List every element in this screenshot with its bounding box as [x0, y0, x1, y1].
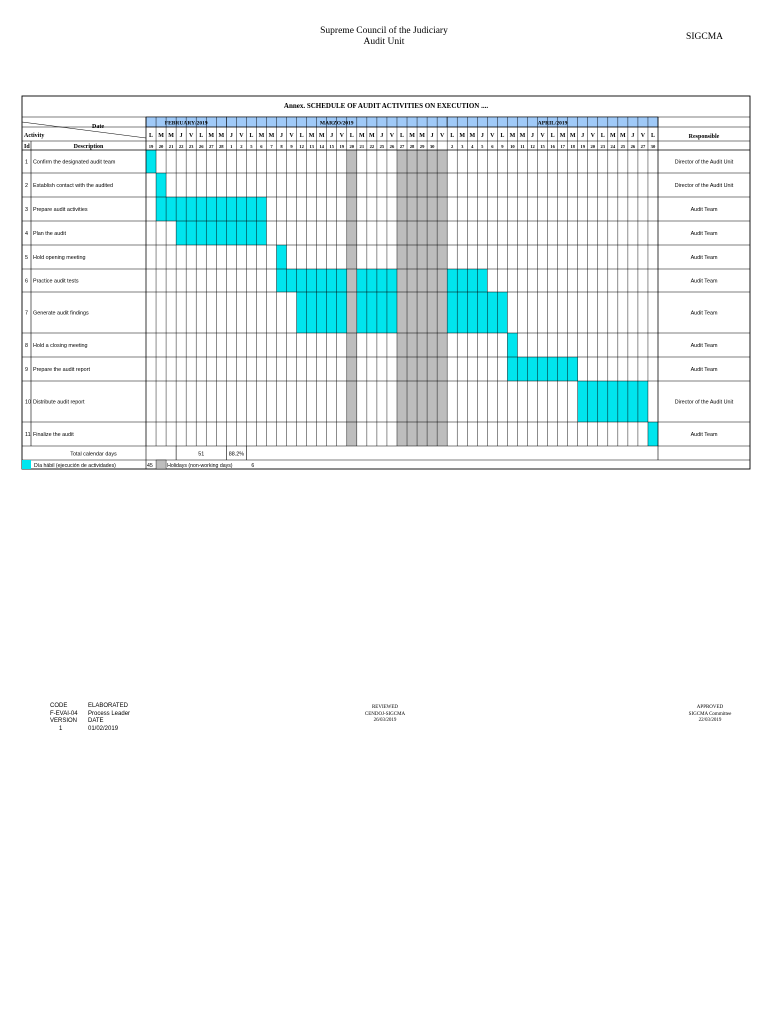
day-number: 14: [319, 144, 324, 149]
activity-id: 9: [25, 367, 28, 373]
legend-business-value: 45: [147, 463, 153, 469]
date-header-label: Date: [92, 124, 104, 130]
footer-code-block: [50, 703, 130, 733]
day-number: 11: [520, 144, 525, 149]
activity-responsible: Audit Team: [690, 432, 718, 438]
activity-bar: [507, 333, 517, 357]
activity-bar: [156, 197, 266, 221]
footer-reviewed-block: [340, 705, 430, 725]
description-header-label: Description: [73, 144, 104, 150]
day-letter: M: [569, 133, 576, 139]
day-letter: M: [208, 133, 215, 139]
day-letter: V: [239, 133, 244, 139]
activity-header-label: Activity: [24, 133, 45, 139]
id-header-label: Id: [24, 144, 30, 150]
day-letter: V: [540, 133, 545, 139]
day-letter: J: [430, 133, 434, 139]
footer-reviewed-date: 26/03/2019: [373, 718, 397, 723]
activity-id: 4: [25, 231, 28, 237]
activity-id: 11: [25, 432, 31, 438]
footer-approved-block: [670, 705, 750, 725]
day-letter: V: [289, 133, 294, 139]
day-number: 25: [620, 144, 626, 149]
day-letter: M: [158, 133, 164, 139]
footer-code-value: F-EVAI-04: [50, 710, 78, 717]
day-number: 25: [379, 144, 385, 149]
holiday-column: [347, 150, 357, 446]
activity-id: 3: [25, 207, 28, 213]
activity-description: Plan the audit: [33, 231, 66, 237]
day-letter: M: [268, 133, 275, 139]
footer-date-value: 01/02/2019: [88, 725, 119, 732]
footer-reviewed-label: REVIEWED: [371, 705, 399, 710]
activity-description: Establish contact with the audited: [33, 183, 114, 189]
day-letter: L: [199, 133, 204, 139]
day-letter: M: [559, 133, 566, 139]
day-number: 30: [650, 144, 656, 149]
activity-responsible: Director of the Audit Unit: [674, 183, 734, 189]
day-letter: L: [550, 133, 555, 139]
activity-description: Practice audit tests: [33, 278, 79, 285]
activity-responsible: Audit Team: [690, 367, 718, 373]
legend-business-swatch: [22, 460, 31, 469]
day-letter: L: [349, 133, 354, 139]
month-label: MARZO/2019: [319, 120, 354, 127]
month-label: APRIL/2019: [537, 120, 568, 127]
day-letter: J: [631, 133, 635, 139]
day-number: 7: [270, 144, 273, 149]
system-code: SIGCMA: [686, 32, 723, 42]
day-letter: L: [450, 133, 455, 139]
day-number: 28: [409, 144, 415, 149]
day-letter: V: [389, 133, 395, 139]
day-number: 8: [280, 144, 283, 149]
day-number: 19: [148, 144, 154, 149]
day-letter: M: [620, 133, 626, 139]
activity-description: Prepare audit activities: [33, 207, 88, 213]
day-letter: M: [469, 133, 476, 139]
footer-approved-by: SIGCMA Committee: [688, 711, 732, 717]
activity-id: 1: [25, 159, 28, 166]
day-number: 21: [359, 144, 365, 149]
day-letter: L: [650, 133, 655, 139]
day-letter: V: [189, 133, 194, 139]
footer-approved-date: 22/03/2019: [698, 718, 722, 723]
activity-description: Generate audit findings: [33, 310, 89, 317]
total-days-value: 51: [198, 451, 205, 458]
activity-description: Finalize the audit: [33, 432, 74, 438]
day-letter: M: [419, 133, 425, 139]
activity-responsible: Audit Team: [690, 343, 718, 349]
day-letter: V: [490, 133, 495, 139]
day-number: 20: [349, 144, 355, 149]
activity-responsible: Director of the Audit Unit: [674, 399, 734, 406]
activity-id: 5: [25, 255, 28, 261]
day-letter: J: [280, 133, 284, 139]
footer-approved-label: APPROVED: [696, 705, 724, 710]
day-letter: M: [509, 133, 516, 139]
activity-id: 7: [25, 310, 28, 317]
day-letter: J: [179, 133, 183, 139]
activity-responsible: Audit Team: [690, 310, 718, 317]
unit-name: Audit Unit: [363, 37, 405, 47]
activity-responsible: Director of the Audit Unit: [674, 159, 734, 166]
day-letter: V: [339, 133, 344, 139]
total-days-percent: 88.2%: [228, 451, 245, 458]
day-letter: J: [581, 133, 585, 139]
day-number: 20: [158, 144, 164, 149]
day-number: 27: [640, 144, 646, 149]
day-letter: M: [258, 133, 265, 139]
day-number: 15: [540, 144, 545, 149]
day-number: 22: [369, 144, 375, 149]
day-number: 2: [240, 144, 243, 149]
day-number: 23: [600, 144, 606, 149]
day-letter: V: [439, 133, 445, 139]
activity-responsible: Audit Team: [690, 207, 718, 213]
day-number: 23: [188, 144, 194, 149]
activity-bar: [277, 245, 287, 269]
footer-reviewed-by: CENDOJ-SIGCMA: [364, 711, 406, 717]
day-number: 30: [429, 144, 435, 149]
footer-version-label: VERSION: [50, 718, 78, 724]
day-number: 26: [630, 144, 636, 149]
activity-id: 10: [25, 399, 31, 406]
day-number: 13: [309, 144, 314, 149]
day-number: 9: [290, 144, 293, 149]
day-number: 15: [329, 144, 335, 149]
day-number: 6: [491, 144, 494, 149]
activity-description: Prepare the audit report: [33, 367, 90, 373]
activity-description: Distribute audit report: [33, 399, 85, 406]
day-number: 19: [339, 144, 345, 149]
day-number: 10: [510, 144, 515, 149]
day-number: 12: [530, 144, 535, 149]
day-number: 18: [570, 144, 575, 149]
day-letter: M: [609, 133, 616, 139]
activity-id: 6: [25, 278, 28, 285]
footer-elaborated-value: Process Leader: [88, 710, 131, 717]
responsible-header-label: Responsible: [688, 134, 720, 140]
day-letter: J: [380, 133, 384, 139]
day-letter: M: [318, 133, 325, 139]
activity-bar: [297, 292, 347, 333]
day-letter: L: [149, 133, 154, 139]
activity-bar: [156, 173, 166, 197]
footer-version-value: 1: [59, 725, 63, 732]
footer-date-label: DATE: [88, 718, 104, 724]
activity-bar: [507, 357, 577, 381]
day-number: 6: [260, 144, 263, 149]
audit-schedule-table: [0, 0, 768, 480]
day-number: 27: [208, 144, 214, 149]
activity-bar: [146, 150, 156, 173]
day-number: 2: [451, 144, 454, 149]
day-letter: M: [409, 133, 415, 139]
day-number: 21: [168, 144, 174, 149]
day-letter: L: [399, 133, 405, 139]
activity-bar: [578, 381, 648, 422]
day-letter: M: [369, 133, 375, 139]
day-number: 17: [560, 144, 565, 149]
day-letter: M: [459, 133, 466, 139]
day-number: 16: [550, 144, 555, 149]
day-number: 5: [250, 144, 253, 149]
day-letter: L: [299, 133, 304, 139]
day-letter: L: [249, 133, 254, 139]
day-letter: V: [590, 133, 595, 139]
day-number: 26: [198, 144, 204, 149]
day-letter: M: [519, 133, 526, 139]
activity-bar: [176, 221, 266, 245]
activity-description: Hold opening meeting: [33, 255, 86, 261]
day-number: 1: [230, 144, 233, 149]
activity-description: Hold a closing meeting: [33, 343, 88, 349]
total-days-label: Total calendar days: [70, 451, 117, 458]
day-number: 5: [481, 144, 484, 149]
activity-id: 8: [25, 343, 28, 349]
legend-business-label: Día hábil (ejecución de actividades): [34, 463, 116, 469]
day-letter: M: [168, 133, 174, 139]
footer-code-label: CODE: [50, 703, 68, 709]
day-number: 3: [461, 144, 464, 149]
holiday-column: [427, 150, 437, 446]
legend-holiday-label: Holidays (non-working days): [167, 463, 233, 469]
day-letter: L: [500, 133, 505, 139]
day-letter: M: [218, 133, 225, 139]
footer-elaborated-label: ELABORATED: [88, 703, 128, 709]
holiday-column: [407, 150, 417, 446]
activity-bar: [277, 269, 347, 292]
day-number: 22: [178, 144, 184, 149]
day-number: 19: [580, 144, 586, 149]
activity-id: 2: [25, 183, 28, 189]
day-letter: V: [640, 133, 646, 139]
day-letter: J: [330, 133, 334, 139]
legend-holiday-value: 6: [251, 463, 255, 469]
day-letter: M: [359, 133, 365, 139]
holiday-column: [397, 150, 407, 446]
day-letter: M: [308, 133, 315, 139]
day-letter: L: [600, 133, 605, 139]
legend-holiday-swatch: [156, 460, 166, 469]
day-letter: J: [480, 133, 484, 139]
activity-bar: [648, 422, 658, 446]
day-letter: J: [531, 133, 535, 139]
day-number: 26: [389, 144, 395, 149]
day-letter: J: [229, 133, 233, 139]
activity-responsible: Audit Team: [690, 278, 718, 285]
day-number: 20: [590, 144, 596, 149]
day-number: 28: [218, 144, 224, 149]
day-number: 9: [501, 144, 504, 149]
organization-name: Supreme Council of the Judiciary: [320, 26, 448, 36]
table-title: Annex. SCHEDULE OF AUDIT ACTIVITIES ON EXECUTION ....: [283, 102, 489, 110]
holiday-column: [437, 150, 447, 446]
day-number: 29: [419, 144, 425, 149]
day-number: 12: [299, 144, 304, 149]
month-label: FEBRUARY/2019: [164, 120, 208, 127]
activity-responsible: Audit Team: [690, 231, 718, 237]
day-number: 24: [610, 144, 616, 149]
day-number: 27: [399, 144, 405, 149]
holiday-column: [417, 150, 427, 446]
activity-responsible: Audit Team: [690, 255, 718, 261]
activity-description: Confirm the designated audit team: [33, 159, 116, 166]
day-number: 4: [471, 144, 474, 149]
